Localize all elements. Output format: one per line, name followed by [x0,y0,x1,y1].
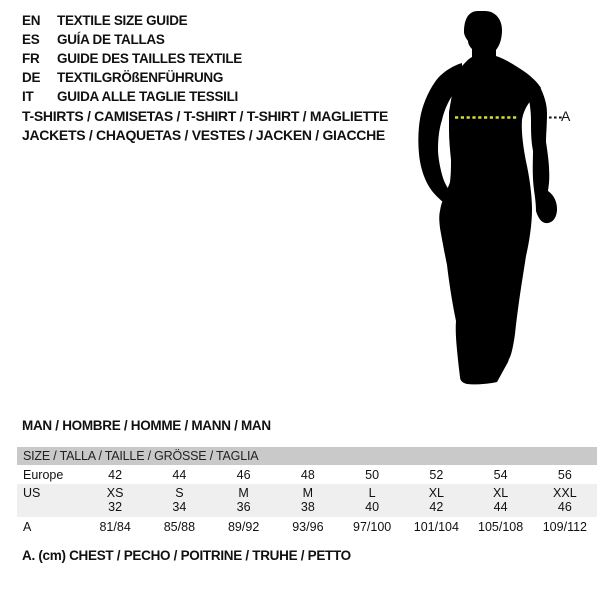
table-cell: 46 [236,468,251,482]
table-cell: 105/108 [478,520,524,534]
table-cell: 38 [300,500,315,514]
size-table-header: SIZE / TALLA / TAILLE / GRÖSSE / TAGLIA [17,447,597,465]
table-cell: 46 [557,500,572,514]
language-label: TEXTILE SIZE GUIDE [57,13,188,28]
table-cell: XL [492,486,509,500]
measure-label-a: A [561,108,571,124]
language-row-en [22,11,242,30]
table-cell: 42 [108,468,123,482]
language-label: GUIDA ALLE TAGLIE TESSILI [57,89,238,104]
table-row-us-numeric [17,500,597,517]
table-cell: 93/96 [292,520,324,534]
measurement-footnote: A. (cm) CHEST / PECHO / POITRINE / TRUHE / PETTO [22,548,351,563]
table-cell: 32 [108,500,123,514]
table-cell: 42 [429,500,444,514]
language-row-it [22,87,242,106]
table-cell: 52 [429,468,444,482]
table-cell: 50 [365,468,380,482]
man-silhouette-figure [408,3,571,393]
table-cell: 56 [557,468,572,482]
language-row-es [22,30,242,49]
table-cell: 48 [300,468,315,482]
language-code: DE [22,70,41,85]
language-row-fr [22,49,242,68]
table-cell: 81/84 [99,520,131,534]
table-cell: 44 [493,500,508,514]
table-cell: 109/112 [542,520,587,534]
language-code: EN [22,13,41,28]
table-cell: L [368,486,376,500]
table-row-us [17,484,597,500]
row-label: Europe [23,468,64,482]
language-list [22,11,242,106]
table-row-europe [17,465,597,484]
language-label: GUIDE DES TAILLES TEXTILE [57,51,243,66]
table-cell: XS [106,486,124,500]
row-label [17,500,83,517]
language-code: ES [22,32,40,47]
category-list [22,107,388,145]
table-cell: 54 [493,468,508,482]
table-cell: 89/92 [227,520,260,534]
language-label: GUÍA DE TALLAS [57,32,165,47]
language-label: TEXTILGRÖßENFÜHRUNG [57,70,224,85]
row-label: A [23,520,32,534]
table-cell: 101/104 [413,520,459,534]
table-cell: M [238,486,249,500]
table-row-a-chest [17,517,597,536]
table-cell: 36 [236,500,251,514]
table-cell: 34 [172,500,187,514]
table-cell: 40 [365,500,380,514]
table-cell: M [302,486,314,500]
category-jackets: JACKETS / CHAQUETAS / VESTES / JACKEN / GIACCHE [22,127,385,143]
size-table [17,447,597,536]
table-cell: 44 [172,468,187,482]
section-title-man: MAN / HOMBRE / HOMME / MANN / MAN [22,418,271,433]
language-row-de [22,68,242,87]
table-cell: 97/100 [353,520,392,534]
table-cell: 85/88 [163,520,196,534]
table-cell: XL [428,486,445,500]
language-code: FR [22,51,40,66]
table-cell: XXL [553,486,577,500]
category-tshirts: T-SHIRTS / CAMISETAS / T-SHIRT / T-SHIRT / MAGLIETTE [22,108,389,124]
language-code: IT [22,89,34,104]
table-cell: S [175,486,184,500]
row-label: US [23,486,41,500]
